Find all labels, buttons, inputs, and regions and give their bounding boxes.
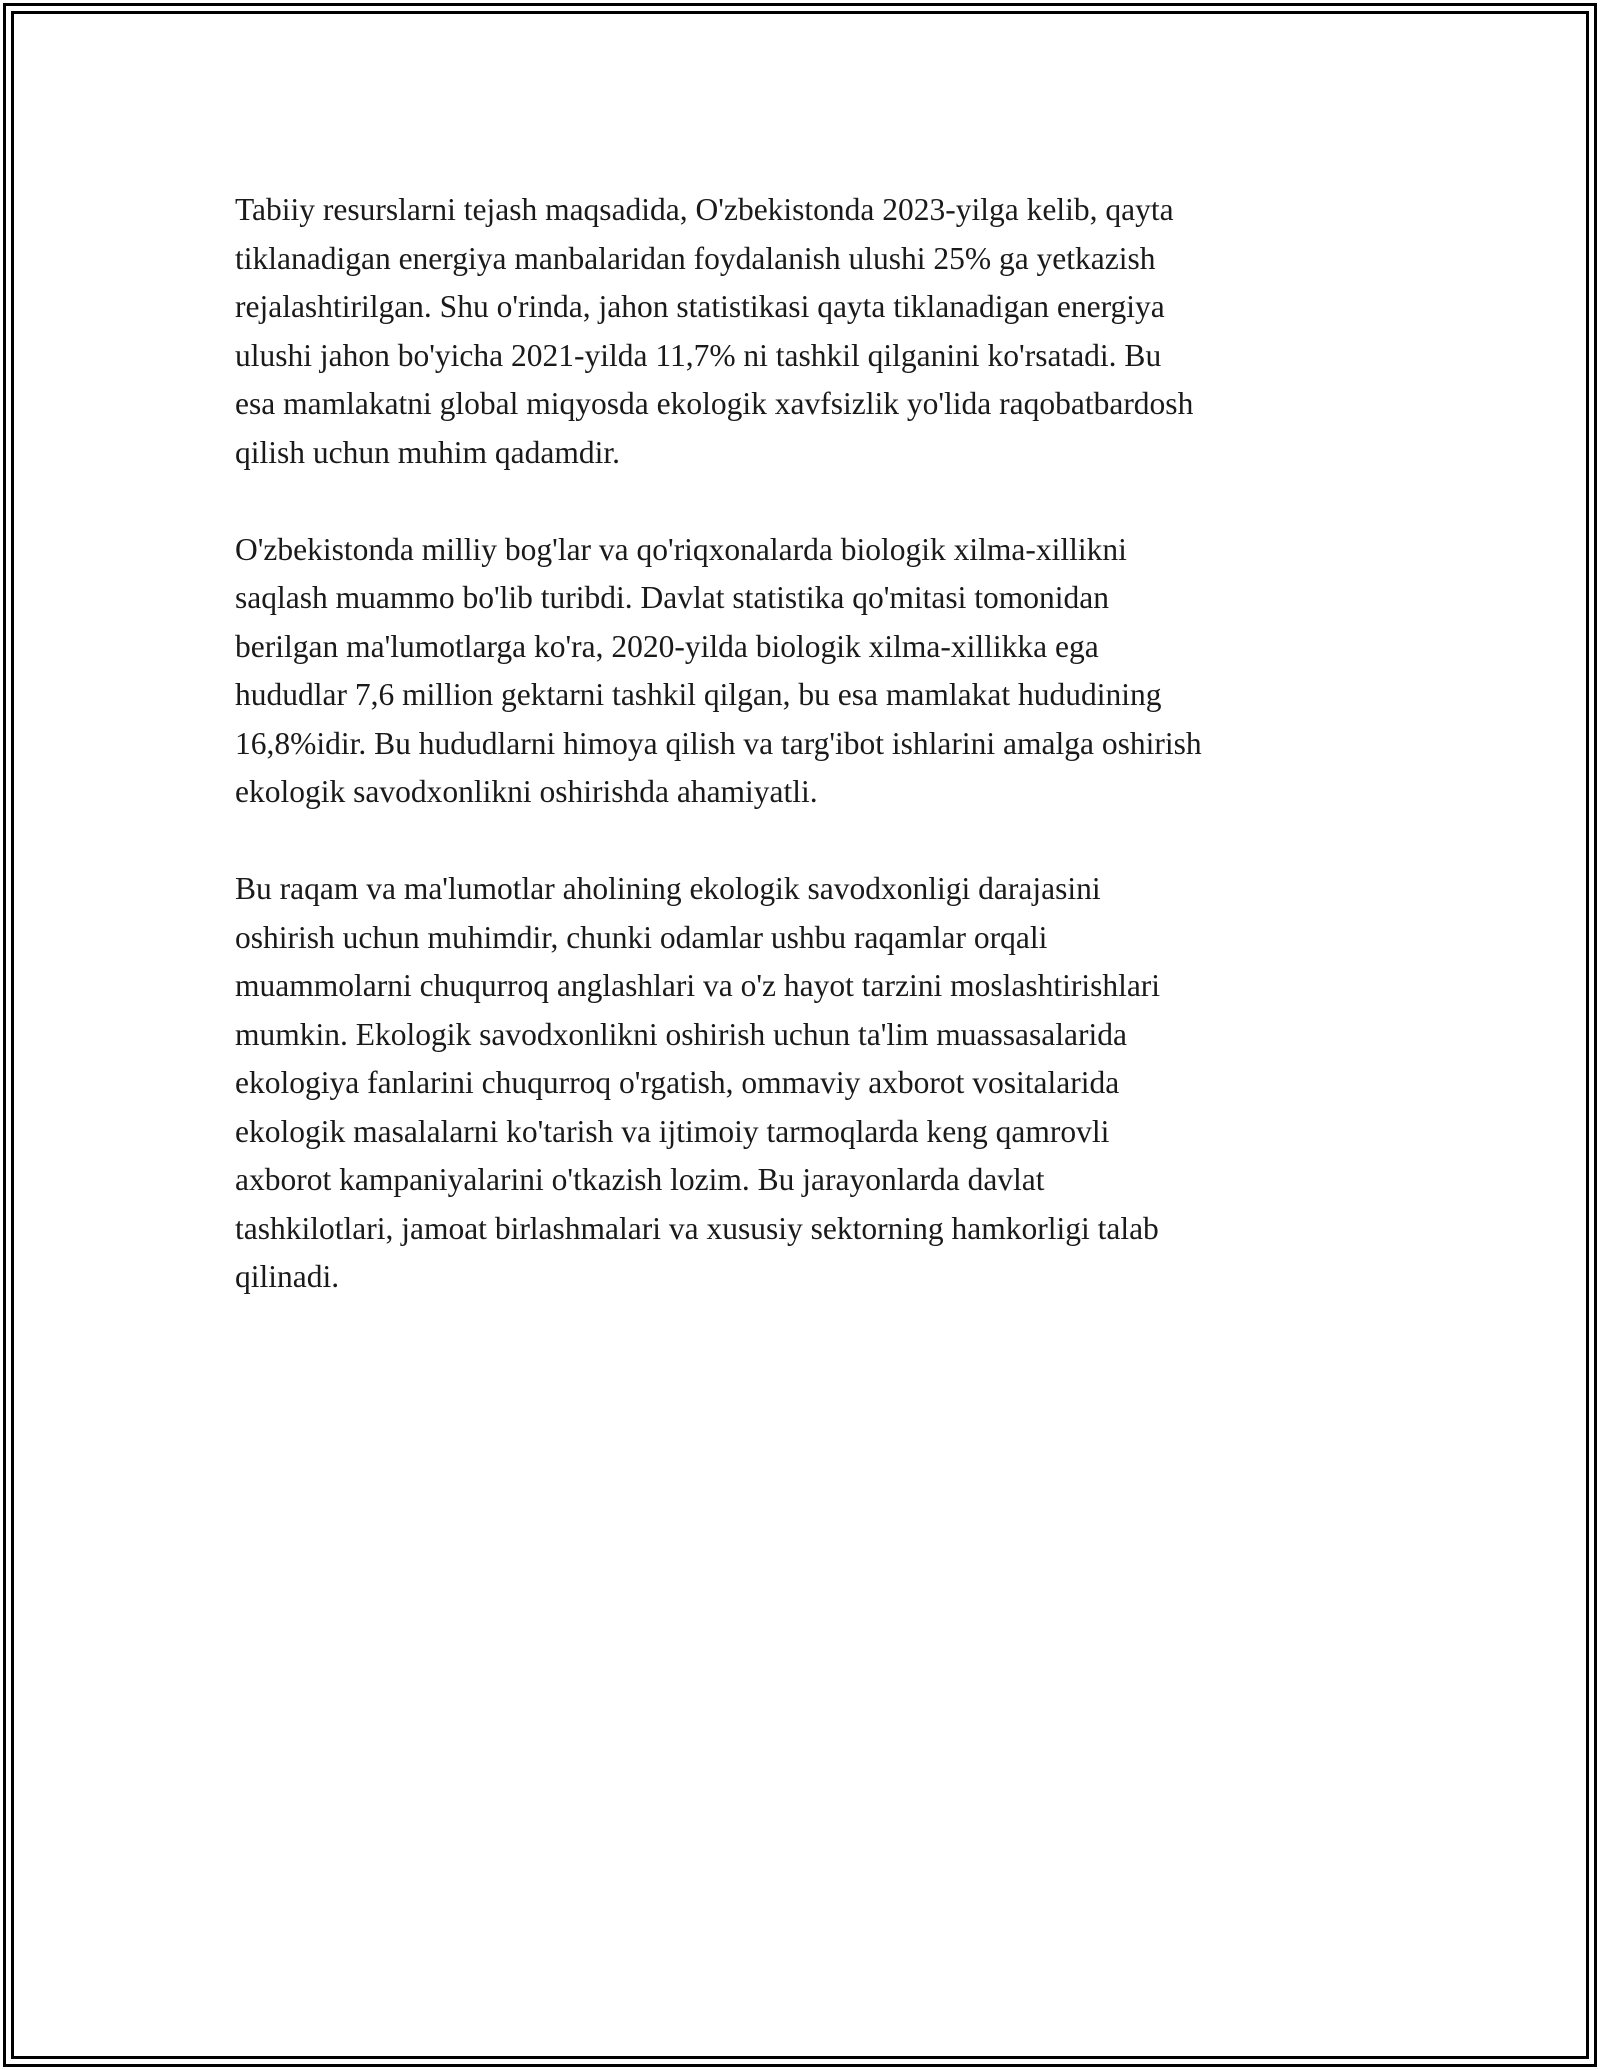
paragraph-ecological-literacy: Bu raqam va ma'lumotlar aholining ekologik savodxonligi darajasini oshirish uchun muhimdir, chunki odamlar ushbu raqamlar orqali muammolarni chuqurroq anglashlari va o'z hayot tarzini moslashtirishlari mumkin. Ekologik savodxonlikni oshirish uchun ta'lim muassasalarida ekologiya fanlarini chuqurroq o'rgatish, ommaviy axborot vositalarida ekologik masalalarni ko'tarish va ijtimoiy tarmoqlarda keng qamrovli axborot kampaniyalarini o'tkazish lozim. Bu jarayonlarda davlat tashkilotlari, jamoat birlashmalari va xususiy sektorning hamkorligi talab qilinadi. <box>235 871 1161 1294</box>
paragraph-renewable-energy: Tabiiy resurslarni tejash maqsadida, O'zbekistonda 2023-yilga kelib, qayta tiklanadigan energiya manbalaridan foydalanish ulushi 25% ga yetkazish rejalashtirilgan. Shu o'rinda, jahon statistikasi qayta tiklanadigan energiya ulushi jahon bo'yicha 2021-yilda 11,7% ni tashkil qilganini ko'rsatadi. Bu esa mamlakatni global miqyosda ekologik xavfsizlik yo'lida raqobatbardosh qilish uchun muhim qadamdir. <box>235 192 1194 470</box>
document-body <box>235 186 1375 1350</box>
paragraph-biodiversity: O'zbekistonda milliy bog'lar va qo'riqxonalarda biologik xilma-xillikni saqlash muammo bo'lib turibdi. Davlat statistika qo'mitasi tomonidan berilgan ma'lumotlarga ko'ra, 2020-yilda biologik xilma-xillikka ega hududlar 7,6 million gektarni tashkil qilgan, bu esa mamlakat hududining 16,8%idir. Bu hududlarni himoya qilish va targ'ibot ishlarini amalga oshirish ekologik savodxonlikni oshirishda ahamiyatli. <box>235 531 1202 809</box>
